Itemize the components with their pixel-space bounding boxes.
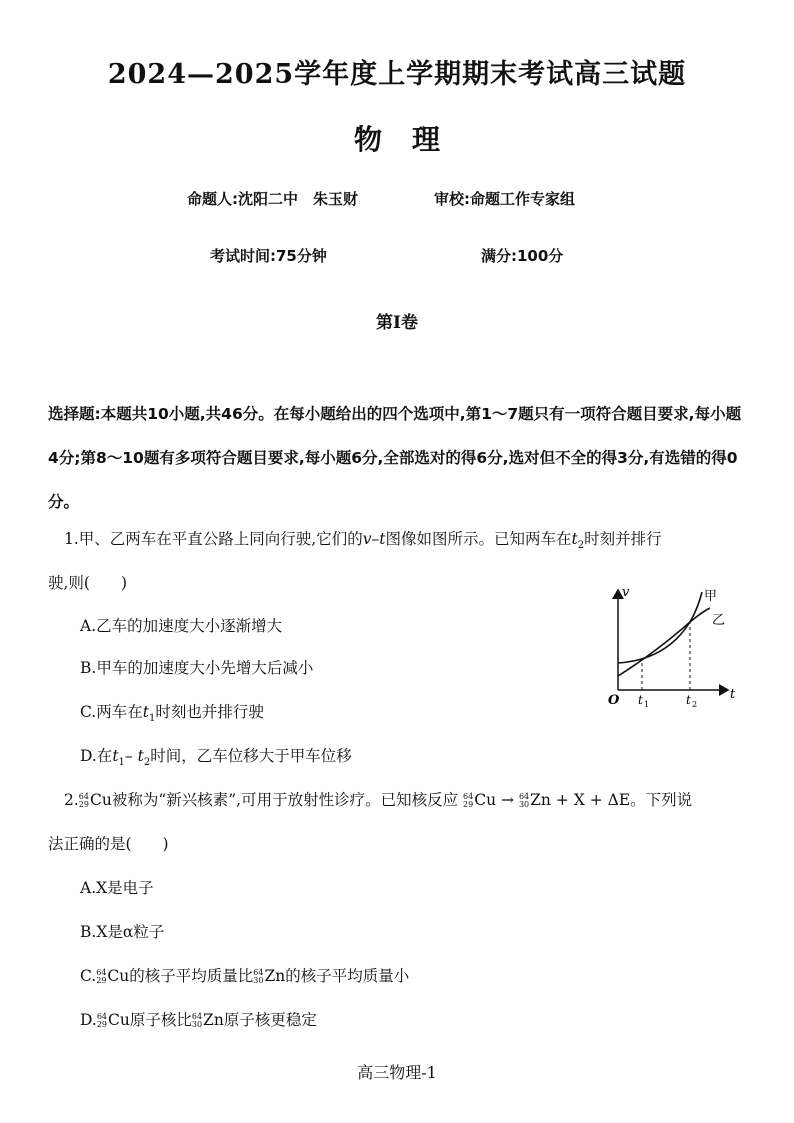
q1-option-c-text-b: 时刻也并排行驶 bbox=[155, 703, 264, 721]
q2-c-zn-mass: 64 bbox=[253, 968, 264, 977]
jia-label: 甲 bbox=[704, 589, 718, 604]
q2-stem-text-a: 被称为“新兴核素”,可用于放射性诊疗。已知核反应 bbox=[111, 791, 459, 809]
q1-option-a: A.乙车的加速度大小逐渐增大 bbox=[80, 617, 283, 635]
section-intro: 选择题:本题共10小题,共46分。在每小题给出的四个选项中,第1～7题只有一项符合题目要求,每小题4分;第8～10题有多项符合题目要求,每小题6分,全部选对的得6分,选对但不全的得3分,有选错的得0分。 bbox=[48, 405, 742, 511]
q1-option-d-t2: t bbox=[137, 747, 144, 765]
cu-nuclide bbox=[79, 791, 112, 809]
q1-option-d-text-a: D.在 bbox=[80, 747, 113, 765]
reviewer-line: 审校:命题工作专家组 bbox=[434, 190, 575, 208]
q1-option-c bbox=[80, 700, 264, 724]
q2-d-zn bbox=[192, 1011, 224, 1029]
reaction-zn bbox=[519, 791, 551, 809]
q2-option-c-text-b: 的核子平均质量比 bbox=[129, 967, 254, 985]
reaction-cu-mass: 64 bbox=[463, 792, 474, 801]
q2-option-a: A.X是电子 bbox=[80, 879, 154, 897]
q2-option-b: B.X是α粒子 bbox=[80, 923, 165, 941]
reaction-zn-symbol: Zn bbox=[530, 791, 551, 809]
reaction-cu-z: 29 bbox=[463, 800, 474, 809]
q2-option-d-text-a: D. bbox=[80, 1011, 97, 1029]
t2-axis-label: t bbox=[686, 693, 691, 707]
q2-stem-line2: 法正确的是( ) bbox=[48, 835, 169, 853]
cu-atomic-number: 29 bbox=[78, 800, 89, 809]
q1-stem-line1 bbox=[64, 527, 662, 551]
q2-stem-line1 bbox=[64, 788, 692, 810]
q2-d-zn-mass: 64 bbox=[191, 1012, 203, 1021]
q2-option-d-text-c: 原子核更稳定 bbox=[223, 1011, 317, 1029]
reaction-tail: + X + ΔE bbox=[555, 791, 631, 809]
q1-stem-text-a: 1.甲、乙两车在平直公路上同向行驶,它们的 bbox=[64, 530, 363, 548]
reaction-zn-mass: 64 bbox=[518, 792, 530, 801]
q1-t2-symbol: t bbox=[571, 530, 578, 548]
q1-option-b: B.甲车的加速度大小先增大后减小 bbox=[80, 659, 314, 677]
q2-d-cu-symbol: Cu bbox=[108, 1011, 130, 1029]
cu-symbol: Cu bbox=[89, 791, 112, 809]
curve-jia bbox=[618, 592, 702, 663]
subject-title: 物理 bbox=[353, 123, 470, 156]
exam-time: 考试时间:75分钟 bbox=[210, 247, 327, 265]
q2-c-zn bbox=[253, 967, 285, 985]
reaction-arrow: → bbox=[501, 791, 515, 809]
q2-d-cu-z: 29 bbox=[96, 1020, 107, 1029]
q1-option-d-t2-sub: 2 bbox=[143, 757, 151, 769]
t1-axis-label: t bbox=[638, 693, 643, 707]
q2-stem-text-b: 。下列说 bbox=[630, 791, 693, 809]
line-yi bbox=[618, 608, 710, 676]
q1-vt-label: v–t bbox=[362, 530, 386, 548]
t1-axis-sub: 1 bbox=[644, 700, 650, 709]
t2-axis-sub: 2 bbox=[692, 700, 698, 709]
q1-stem-line2: 驶,则( ) bbox=[48, 574, 128, 592]
q2-c-zn-symbol: Zn bbox=[264, 967, 286, 985]
t-axis-label: t bbox=[730, 687, 736, 702]
vt-graph-svg bbox=[606, 580, 742, 710]
q2-number: 2. bbox=[64, 791, 79, 809]
q2-d-cu bbox=[97, 1011, 130, 1029]
origin-label: O bbox=[608, 693, 620, 708]
q2-option-d-text-b: 原子核比 bbox=[129, 1011, 192, 1029]
full-score: 满分:100分 bbox=[481, 247, 564, 265]
q1-option-d bbox=[80, 744, 352, 768]
author-line: 命题人:沈阳二中 朱玉财 bbox=[187, 190, 358, 208]
q1-stem-text-b: 图像如图所示。已知两车在 bbox=[385, 530, 572, 548]
q1-option-d-t1: t bbox=[112, 747, 119, 765]
q1-option-c-text-a: C.两车在 bbox=[80, 703, 143, 721]
q2-option-c bbox=[80, 964, 409, 986]
q2-d-cu-mass: 64 bbox=[96, 1012, 107, 1021]
q1-stem-text-c: 时刻并排行 bbox=[584, 530, 662, 548]
q2-option-c-text-a: C. bbox=[80, 967, 97, 985]
v-axis-label: v bbox=[622, 585, 630, 600]
q1-option-c-sub: 1 bbox=[148, 713, 156, 725]
reaction-zn-z: 30 bbox=[518, 800, 530, 809]
vt-graph bbox=[606, 580, 742, 710]
q1-t2-sub: 2 bbox=[577, 540, 585, 552]
exam-title: 2024—2025学年度上学期期末考试高三试题 bbox=[107, 59, 687, 90]
q2-d-zn-symbol: Zn bbox=[203, 1011, 224, 1029]
q2-d-zn-z: 30 bbox=[191, 1020, 203, 1029]
reaction-cu-symbol: Cu bbox=[474, 791, 497, 809]
q1-option-d-text-b: 时间，乙车位移大于甲车位移 bbox=[150, 747, 352, 765]
q1-option-d-t1-sub: 1 bbox=[118, 757, 125, 769]
q2-c-cu-mass: 64 bbox=[96, 968, 107, 977]
q2-option-d bbox=[80, 1008, 317, 1030]
q1-option-c-t: t bbox=[142, 703, 149, 721]
yi-label: 乙 bbox=[712, 613, 726, 628]
q2-c-zn-z: 30 bbox=[253, 976, 264, 985]
section-title: 第Ⅰ卷 bbox=[376, 313, 418, 333]
reaction-cu bbox=[463, 791, 496, 809]
q2-option-c-text-c: 的核子平均质量小 bbox=[285, 967, 410, 985]
page-footer: 高三物理-1 bbox=[357, 1063, 437, 1082]
q2-c-cu-z: 29 bbox=[96, 976, 107, 985]
q2-c-cu-symbol: Cu bbox=[107, 967, 130, 985]
cu-mass-number: 64 bbox=[78, 792, 89, 801]
q1-option-d-dash: – bbox=[124, 747, 138, 765]
q2-c-cu bbox=[96, 967, 129, 985]
